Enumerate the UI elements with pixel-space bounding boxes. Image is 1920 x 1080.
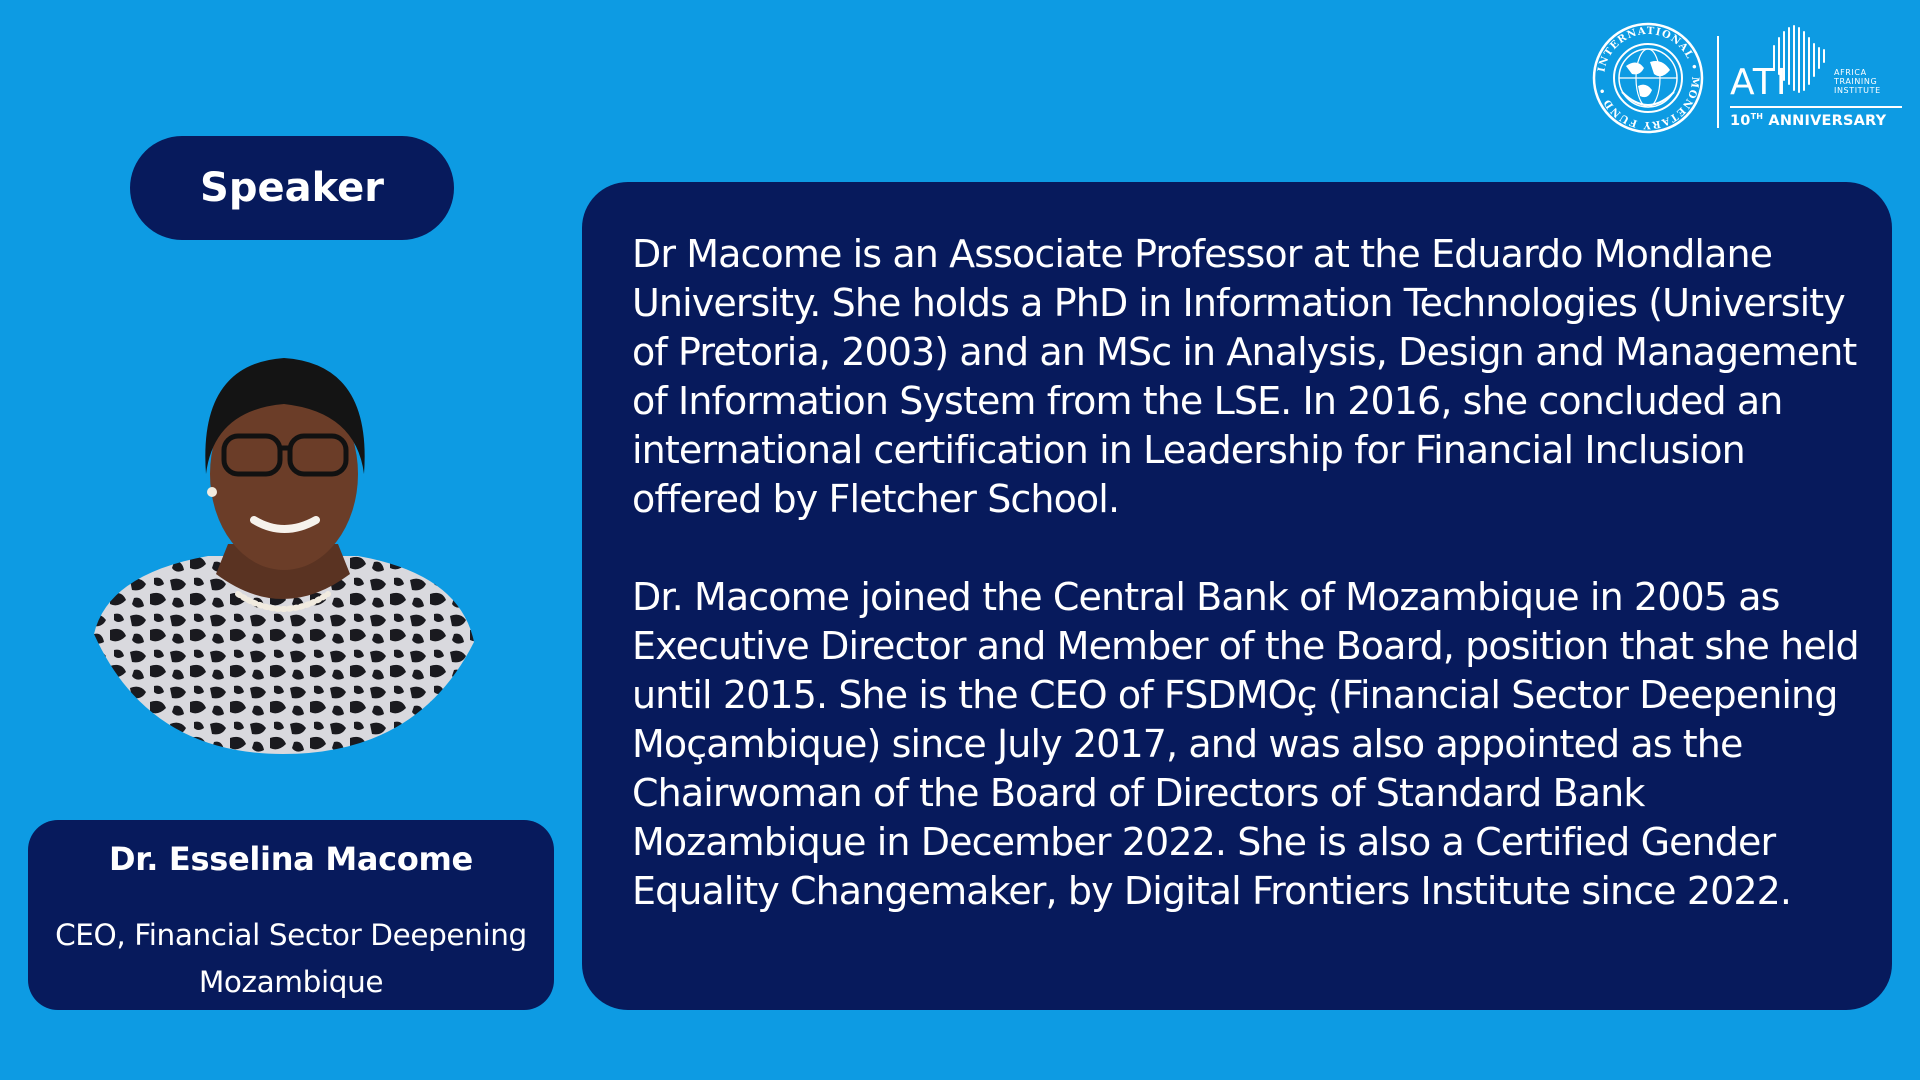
ati-tagline: AFRICA TRAINING INSTITUTE xyxy=(1834,68,1881,95)
ati-rule xyxy=(1730,106,1902,108)
speaker-bio xyxy=(632,230,1882,916)
ati-letters: ATI xyxy=(1730,62,1788,103)
bio-paragraph-1: Dr Macome is an Associate Professor at the Eduardo Mondlane University. She holds a PhD in Information Technologies (University of Pretoria, 2003) and an MSc in Analysis, Design and Management of Information System from the LSE. In 2016, she concluded an international certification in Leadership for Financial Inclusion offered by Fletcher School. xyxy=(632,232,1857,521)
speaker-portrait xyxy=(88,324,478,754)
speaker-name: Dr. Esselina Macome xyxy=(109,840,473,878)
imf-seal-logo xyxy=(1592,22,1704,134)
logo-divider xyxy=(1717,36,1719,128)
bio-paragraph-2: Dr. Macome joined the Central Bank of Mozambique in 2005 as Executive Director and Member of the Board, position that she held until 2015. She is the CEO of FSDMOç (Financial Sector Deepening Moçambique) since July 2017, and was also appointed as the Chairwoman of the Board of Directors of Standard Bank Mozambique in December 2022. She is also a Certified Gender Equality Changemaker, by Digital Frontiers Institute since 2022. xyxy=(632,575,1859,913)
ati-logo xyxy=(1730,22,1902,134)
header-logos xyxy=(1592,22,1902,134)
speaker-name-card xyxy=(28,820,554,1010)
speaker-role: CEO, Financial Sector Deepening Mozambique xyxy=(55,918,527,999)
speaker-bio-card xyxy=(582,182,1892,1010)
svg-text:INTERNATIONAL • MONETARY FUND: INTERNATIONAL • MONETARY FUND • xyxy=(1596,25,1701,131)
speaker-label: Speaker xyxy=(130,136,454,240)
ati-anniversary: 10TH ANNIVERSARY xyxy=(1730,112,1887,129)
